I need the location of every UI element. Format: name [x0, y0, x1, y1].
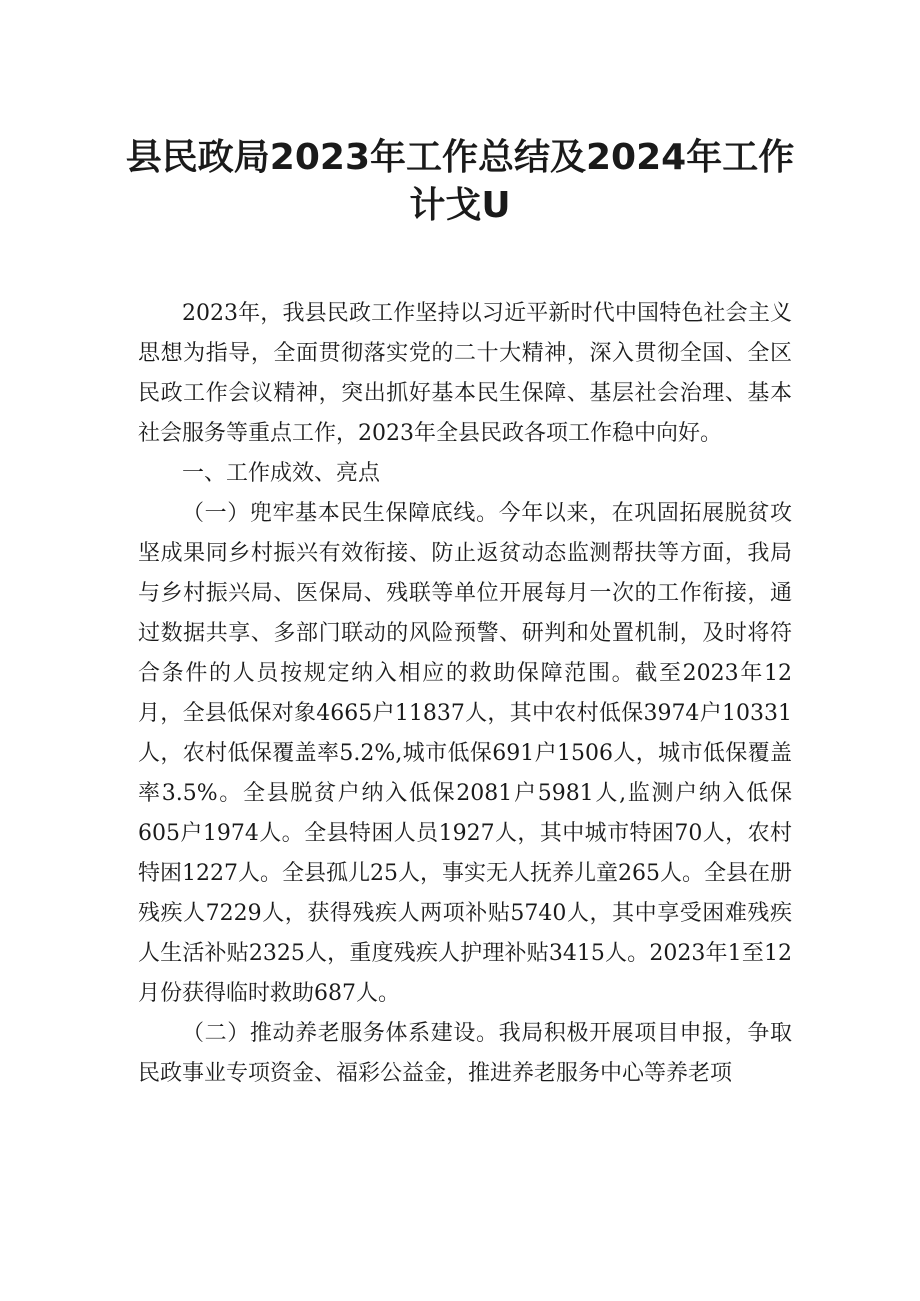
paragraph-elderly-care: （二）推动养老服务体系建设。我局积极开展项目申报，争取民政事业专项资金、福彩公益金，推进养老服务中心等养老项 [138, 1021, 792, 1086]
paragraph-livelihood-security: （一）兜牢基本民生保障底线。今年以来，在巩固拓展脱贫攻坚成果同乡村振兴有效衔接、防止返贫动态监测帮扶等方面，我局与乡村振兴局、医保局、残联等单位开展每月一次的工作衔接，通过数据共享、多部门联动的风险预警、研判和处置机制，及时将符合条件的人员按规定纳入相应的救助保障范围。截至2023年12月，全县低保对象4665户11837人，其中农村低保3974户10331人，农村低保覆盖率5.2%,城市低保691户1506人，城市低保覆盖率3.5%。全县脱贫户纳入低保2081户5981人,监测户纳入低保605户1974人。全县特困人员1927人，其中城市特困70人，农村特困1227人。全县孤儿25人，事实无人抚养儿童265人。全县在册残疾人7229人，获得残疾人两项补贴5740人，其中享受困难残疾人生活补贴2325人，重度残疾人护理补贴3415人。2023年1至12月份获得临时救助687人。 [138, 501, 792, 1006]
intro-paragraph: 2023年，我县民政工作坚持以习近平新时代中国特色社会主义思想为指导，全面贯彻落实党的二十大精神，深入贯彻全国、全区民政工作会议精神，突出抓好基本民生保障、基层社会治理、基本社会服务等重点工作，2023年全县民政各项工作稳中向好。 [138, 301, 792, 446]
document-title-line-1: 县民政局2023年工作总结及2024年工作 [125, 137, 795, 178]
document-title-line-2: 计戈U [409, 185, 511, 226]
document-body [138, 294, 792, 1094]
section-heading-achievements: 一、工作成效、亮点 [182, 461, 381, 486]
